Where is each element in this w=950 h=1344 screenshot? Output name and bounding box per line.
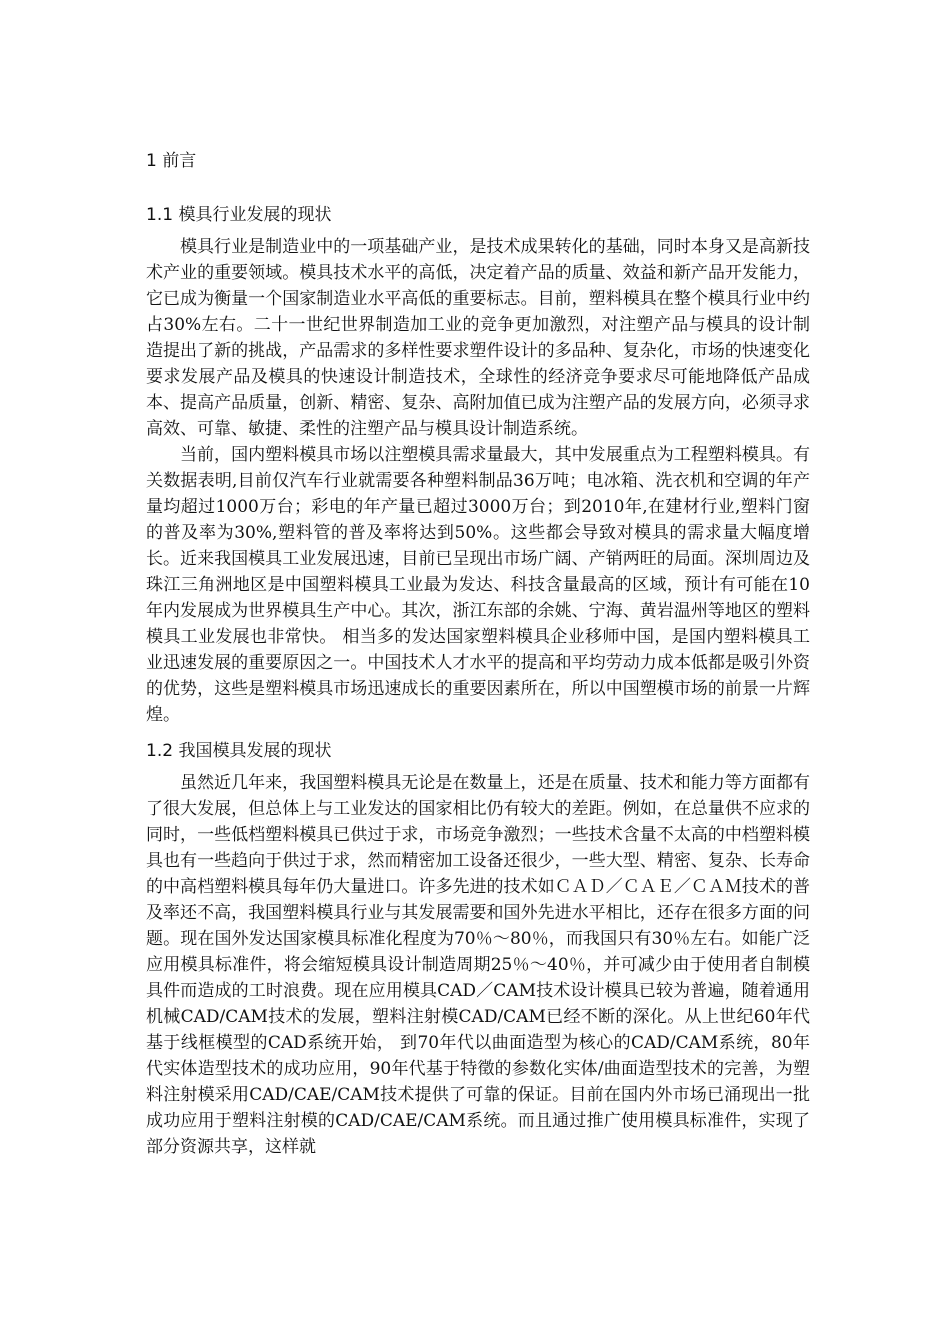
section-1-paragraph-1: 模具行业是制造业中的一项基础产业，是技术成果转化的基础，同时本身又是高新技术产业的重要领域。模具技术水平的高低，决定着产品的质量、效益和新产品开发能力，它已成为衡量一个国家制造业水平高低的重要标志。目前，塑料模具在整个模具行业中约占30%左右。二十一世纪世界制造加工业的竞争更加激烈，对注塑产品与模具的设计制造提出了新的挑战，产品需求的多样性要求塑件设计的多品种、复杂化，市场的快速变化要求发展产品及模具的快速设计制造技术，全球性的经济竞争要求尽可能地降低产品成本、提高产品质量，创新、精密、复杂、高附加值已成为注塑产品的发展方向，必须寻求高效、可靠、敏捷、柔性的注塑产品与模具设计制造系统。 <box>146 237 810 439</box>
section-2 <box>146 738 810 1160</box>
section-2-title: 1.2 我国模具发展的现状 <box>146 741 332 761</box>
section-1-paragraph-2: 当前，国内塑料模具市场以注塑模具需求量最大，其中发展重点为工程塑料模具。有关数据表明,目前仅汽车行业就需要各种塑料制品36万吨；电冰箱、洗衣机和空调的年产量均超过1000万台；彩电的年产量已超过3000万台；到2010年,在建材行业,塑料门窗的普及率为30%,塑料管的普及率将达到50%。这些都会导致对模具的需求量大幅度增长。近来我国模具工业发展迅速，目前已呈现出市场广阔、产销两旺的局面。深圳周边及珠江三角洲地区是中国塑料模具工业最为发达、科技含量最高的区域，预计有可能在10年内发展成为世界模具生产中心。其次，浙江东部的余姚、宁海、黄岩温州等地区的塑料模具工业发展也非常快。 相当多的发达国家塑料模具企业移师中国，是国内塑料模具工业迅速发展的重要原因之一。中国技术人才水平的提高和平均劳动力成本低都是吸引外资的优势，这些是塑料模具市场迅速成长的重要因素所在，所以中国塑模市场的前景一片辉煌。 <box>146 445 810 725</box>
chapter-heading: 1 前言 <box>146 151 197 171</box>
section-2-paragraph-1: 虽然近几年来，我国塑料模具无论是在数量上，还是在质量、技术和能力等方面都有了很大发展，但总体上与工业发达的国家相比仍有较大的差距。例如，在总量供不应求的同时，一些低档塑料模具已供过于求，市场竞争激烈；一些技术含量不太高的中档塑料模具也有一些趋向于供过于求，然而精密加工设备还很少，一些大型、精密、复杂、长寿命的中高档塑料模具每年仍大量进口。许多先进的技术如ＣＡＤ／ＣＡＥ／ＣＡＭ技术的普及率还不高，我国塑料模具行业与其发展需要和国外先进水平相比，还存在很多方面的问题。现在国外发达国家模具标准化程度为70％～80％，而我国只有30％左右。如能广泛应用模具标准件，将会缩短模具设计制造周期25％～40％，并可减少由于使用者自制模具件而造成的工时浪费。现在应用模具CAD／CAM技术设计模具已较为普遍，随着通用机械CAD/CAM技术的发展，塑料注射模CAD/CAM已经不断的深化。从上世纪60年代基于线框模型的CAD系统开始， 到70年代以曲面造型为核心的CAD/CAM系统，80年代实体造型技术的成功应用，90年代基于特徵的参数化实体/曲面造型技术的完善，为塑料注射模采用CAD/CAE/CAM技术提供了可靠的保证。目前在国内外市场已涌现出一批成功应用于塑料注射模的CAD/CAE/CAM系统。而且通过推广使用模具标准件，实现了部分资源共享，这样就 <box>146 773 810 1157</box>
section-1 <box>146 202 810 728</box>
document-page <box>146 148 810 1160</box>
section-1-title: 1.1 模具行业发展的现状 <box>146 205 332 225</box>
